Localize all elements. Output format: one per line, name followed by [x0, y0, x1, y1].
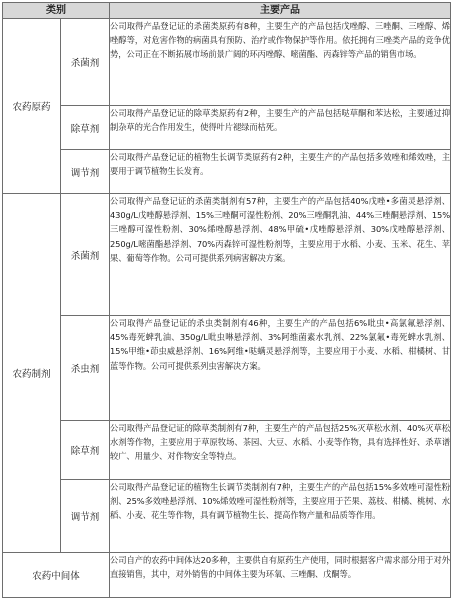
header-category: 类别: [3, 3, 110, 19]
product-description: 公司取得产品登记证的杀菌类原药有8种，主要生产的产品包括戊唑醇、三唑酮、三唑醇、烯唑醇等，对危害作物的病菌具有预防、治疗或作物保护等作用。依托拥有三唑类产品的竞争优势，公司正在不断拓展市场前景广阔的环丙唑醇、嘧菌酯、丙森锌等产品的销售市场。: [110, 19, 451, 106]
subcategory-fungicide: 杀菌剂: [61, 19, 110, 106]
subcategory-insecticide: 杀虫剂: [61, 316, 110, 421]
subcategory-fungicide: 杀菌剂: [61, 194, 110, 316]
category-intermediate: 农药中间体: [3, 553, 110, 598]
header-products: 主要产品: [110, 3, 451, 19]
product-description: 公司取得产品登记证的除草类原药有2种，主要生产的产品包括哒草酮和苯达松，主要通过抑制杂草的光合作用发生，使得叶片褪绿而枯死。: [110, 106, 451, 150]
product-table: [2, 2, 451, 598]
table-header-row: [3, 3, 451, 19]
subcategory-herbicide: 除草剂: [61, 106, 110, 150]
product-description: 公司取得产品登记证的杀菌类制剂有57种，主要生产的产品包括40%戊唑•多菌灵悬浮剂、430g/L戊唑醇悬浮剂、15%三唑酮可湿性粉剂、20%三唑酮乳油、44%三唑酮悬浮剂、15%三唑醇可湿性粉剂、30%烯唑醇悬浮剂、48%甲硫•戊唑醇悬浮剂、30%戊唑醇悬浮剂、250g/L嘧菌酯悬浮剂、70%丙森锌可湿性粉剂等，主要应用于水稻、小麦、玉米、花生、苹果、葡萄等作物。公司可提供系列病害解决方案。: [110, 194, 451, 316]
subcategory-regulator: 调节剂: [61, 150, 110, 194]
product-description: 公司取得产品登记证的植物生长调节类原药有2种，主要生产的产品包括多效唑和烯效唑，主要用于调节植物生长发育。: [110, 150, 451, 194]
table-row: [3, 150, 451, 194]
product-description: 公司取得产品登记证的除草类制剂有7种，主要生产的产品包括25%灭草松水剂、40%灭草松水剂等作物，主要应用于草原牧场、茶园、大豆、水稻、小麦等作物，具有选择性好、杀草谱较广、用量少、对作物安全等特点。: [110, 421, 451, 480]
product-description: 公司自产的农药中间体达20多种，主要供自有原药生产使用，同时根据客户需求部分用于对外直接销售，其中，对外销售的中间体主要为环氧、三唑酮、戊酮等。: [110, 553, 451, 598]
subcategory-regulator: 调节剂: [61, 480, 110, 553]
category-technical: 农药原药: [3, 19, 61, 194]
category-formulation: 农药制剂: [3, 194, 61, 553]
table-row: [3, 194, 451, 316]
table-row: [3, 421, 451, 480]
subcategory-herbicide: 除草剂: [61, 421, 110, 480]
table-row: [3, 316, 451, 421]
table-row: [3, 553, 451, 598]
table-row: [3, 19, 451, 106]
table-row: [3, 480, 451, 553]
table-row: [3, 106, 451, 150]
product-description: 公司取得产品登记证的杀虫类制剂有46种，主要生产的产品包括6%吡虫•高氯氟悬浮剂、45%毒死蜱乳油、350g/L吡虫啉悬浮剂、3%阿维菌素水乳剂、22%氯氟•毒死蜱水乳剂、15%甲维•茚虫威悬浮剂、16%阿维•哒螨灵悬浮剂等，主要应用于小麦、水稻、柑橘树、甘蓝等作物。公司可提供系列虫害解决方案。: [110, 316, 451, 421]
product-description: 公司取得产品登记证的植物生长调节类制剂有7种，主要生产的产品包括15%多效唑可湿性粉剂、25%多效唑悬浮剂、10%烯效唑可湿性粉剂等，主要应用于芒果、荔枝、柑橘、桃树、水稻、小麦、花生等作物，具有调节植物生长、提高作物产量和品质等作用。: [110, 480, 451, 553]
